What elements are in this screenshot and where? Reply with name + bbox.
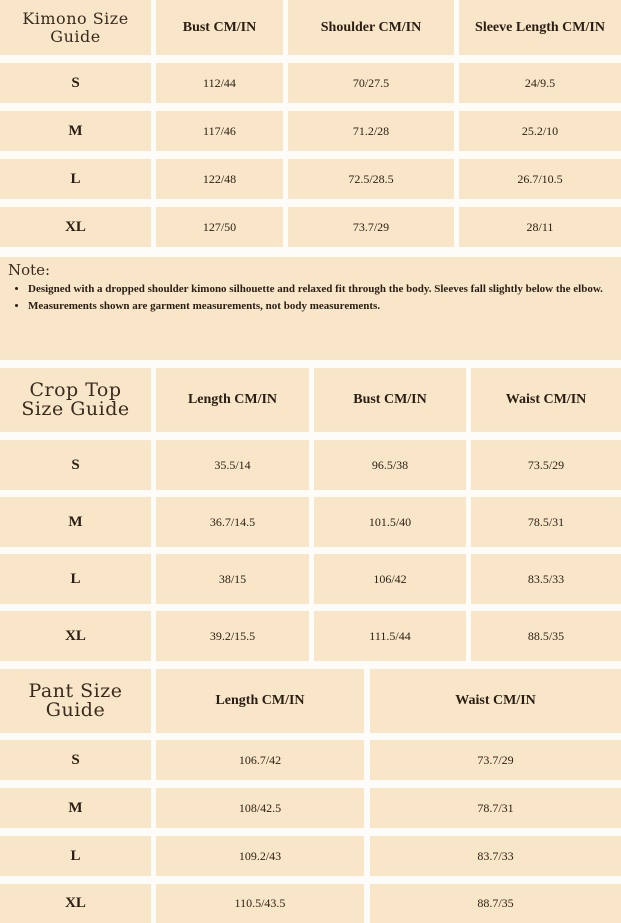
kimono-value: 122/48 xyxy=(156,159,283,199)
crop-value: 39.2/15.5 xyxy=(156,611,309,661)
kimono-value: 28/11 xyxy=(459,207,621,247)
kimono-size-m: M xyxy=(0,111,151,151)
pant-header-waist: Waist CM/IN xyxy=(370,669,621,733)
pant-value: 78.7/31 xyxy=(370,788,621,828)
crop-value: 101.5/40 xyxy=(314,497,466,547)
crop-size-xl: XL xyxy=(0,611,151,661)
pant-size-m: M xyxy=(0,788,151,828)
note-item: • Designed with a dropped shoulder kimono silhouette and relaxed fit through the body. Sleeves fall slightly below the elbow. xyxy=(28,281,613,298)
crop-size-l: L xyxy=(0,554,151,604)
crop-header-length: Length CM/IN xyxy=(156,368,309,432)
pant-header-length: Length CM/IN xyxy=(156,669,364,733)
crop-value: 96.5/38 xyxy=(314,440,466,490)
pant-size-xl: XL xyxy=(0,884,151,923)
kimono-value: 71.2/28 xyxy=(288,111,454,151)
crop-value: 36.7/14.5 xyxy=(156,497,309,547)
kimono-value: 24/9.5 xyxy=(459,63,621,103)
kimono-value: 70/27.5 xyxy=(288,63,454,103)
kimono-value: 112/44 xyxy=(156,63,283,103)
crop-value: 83.5/33 xyxy=(471,554,621,604)
crop-value: 111.5/44 xyxy=(314,611,466,661)
kimono-value: 127/50 xyxy=(156,207,283,247)
note-item: • Measurements shown are garment measurements, not body measurements. xyxy=(28,298,613,315)
crop-header-bust: Bust CM/IN xyxy=(314,368,466,432)
kimono-header-sleeve: Sleeve Length CM/IN xyxy=(459,0,621,55)
kimono-value: 117/46 xyxy=(156,111,283,151)
crop-value: 88.5/35 xyxy=(471,611,621,661)
kimono-value: 25.2/10 xyxy=(459,111,621,151)
crop-value: 35.5/14 xyxy=(156,440,309,490)
pant-value: 108/42.5 xyxy=(156,788,364,828)
kimono-value: 73.7/29 xyxy=(288,207,454,247)
kimono-header-shoulder: Shoulder CM/IN xyxy=(288,0,454,55)
pant-size-l: L xyxy=(0,836,151,876)
crop-size-s: S xyxy=(0,440,151,490)
note-title: Note: xyxy=(8,261,51,279)
pant-value: 88.7/35 xyxy=(370,884,621,923)
kimono-value: 72.5/28.5 xyxy=(288,159,454,199)
kimono-header-bust: Bust CM/IN xyxy=(156,0,283,55)
crop-value: 78.5/31 xyxy=(471,497,621,547)
crop-value: 38/15 xyxy=(156,554,309,604)
crop-header-waist: Waist CM/IN xyxy=(471,368,621,432)
pant-value: 73.7/29 xyxy=(370,740,621,780)
crop-value: 106/42 xyxy=(314,554,466,604)
note-list xyxy=(8,281,613,315)
note-box xyxy=(0,257,621,360)
pant-size-s: S xyxy=(0,740,151,780)
pant-value: 109.2/43 xyxy=(156,836,364,876)
pant-value: 83.7/33 xyxy=(370,836,621,876)
pant-size-guide-title: Pant Size Guide xyxy=(0,669,151,733)
kimono-size-guide-title: Kimono Size Guide xyxy=(0,0,151,55)
kimono-size-l: L xyxy=(0,159,151,199)
kimono-value: 26.7/10.5 xyxy=(459,159,621,199)
crop-top-size-guide-title: Crop Top Size Guide xyxy=(0,368,151,432)
kimono-size-xl: XL xyxy=(0,207,151,247)
crop-size-m: M xyxy=(0,497,151,547)
pant-value: 110.5/43.5 xyxy=(156,884,364,923)
pant-value: 106.7/42 xyxy=(156,740,364,780)
crop-value: 73.5/29 xyxy=(471,440,621,490)
kimono-size-s: S xyxy=(0,63,151,103)
